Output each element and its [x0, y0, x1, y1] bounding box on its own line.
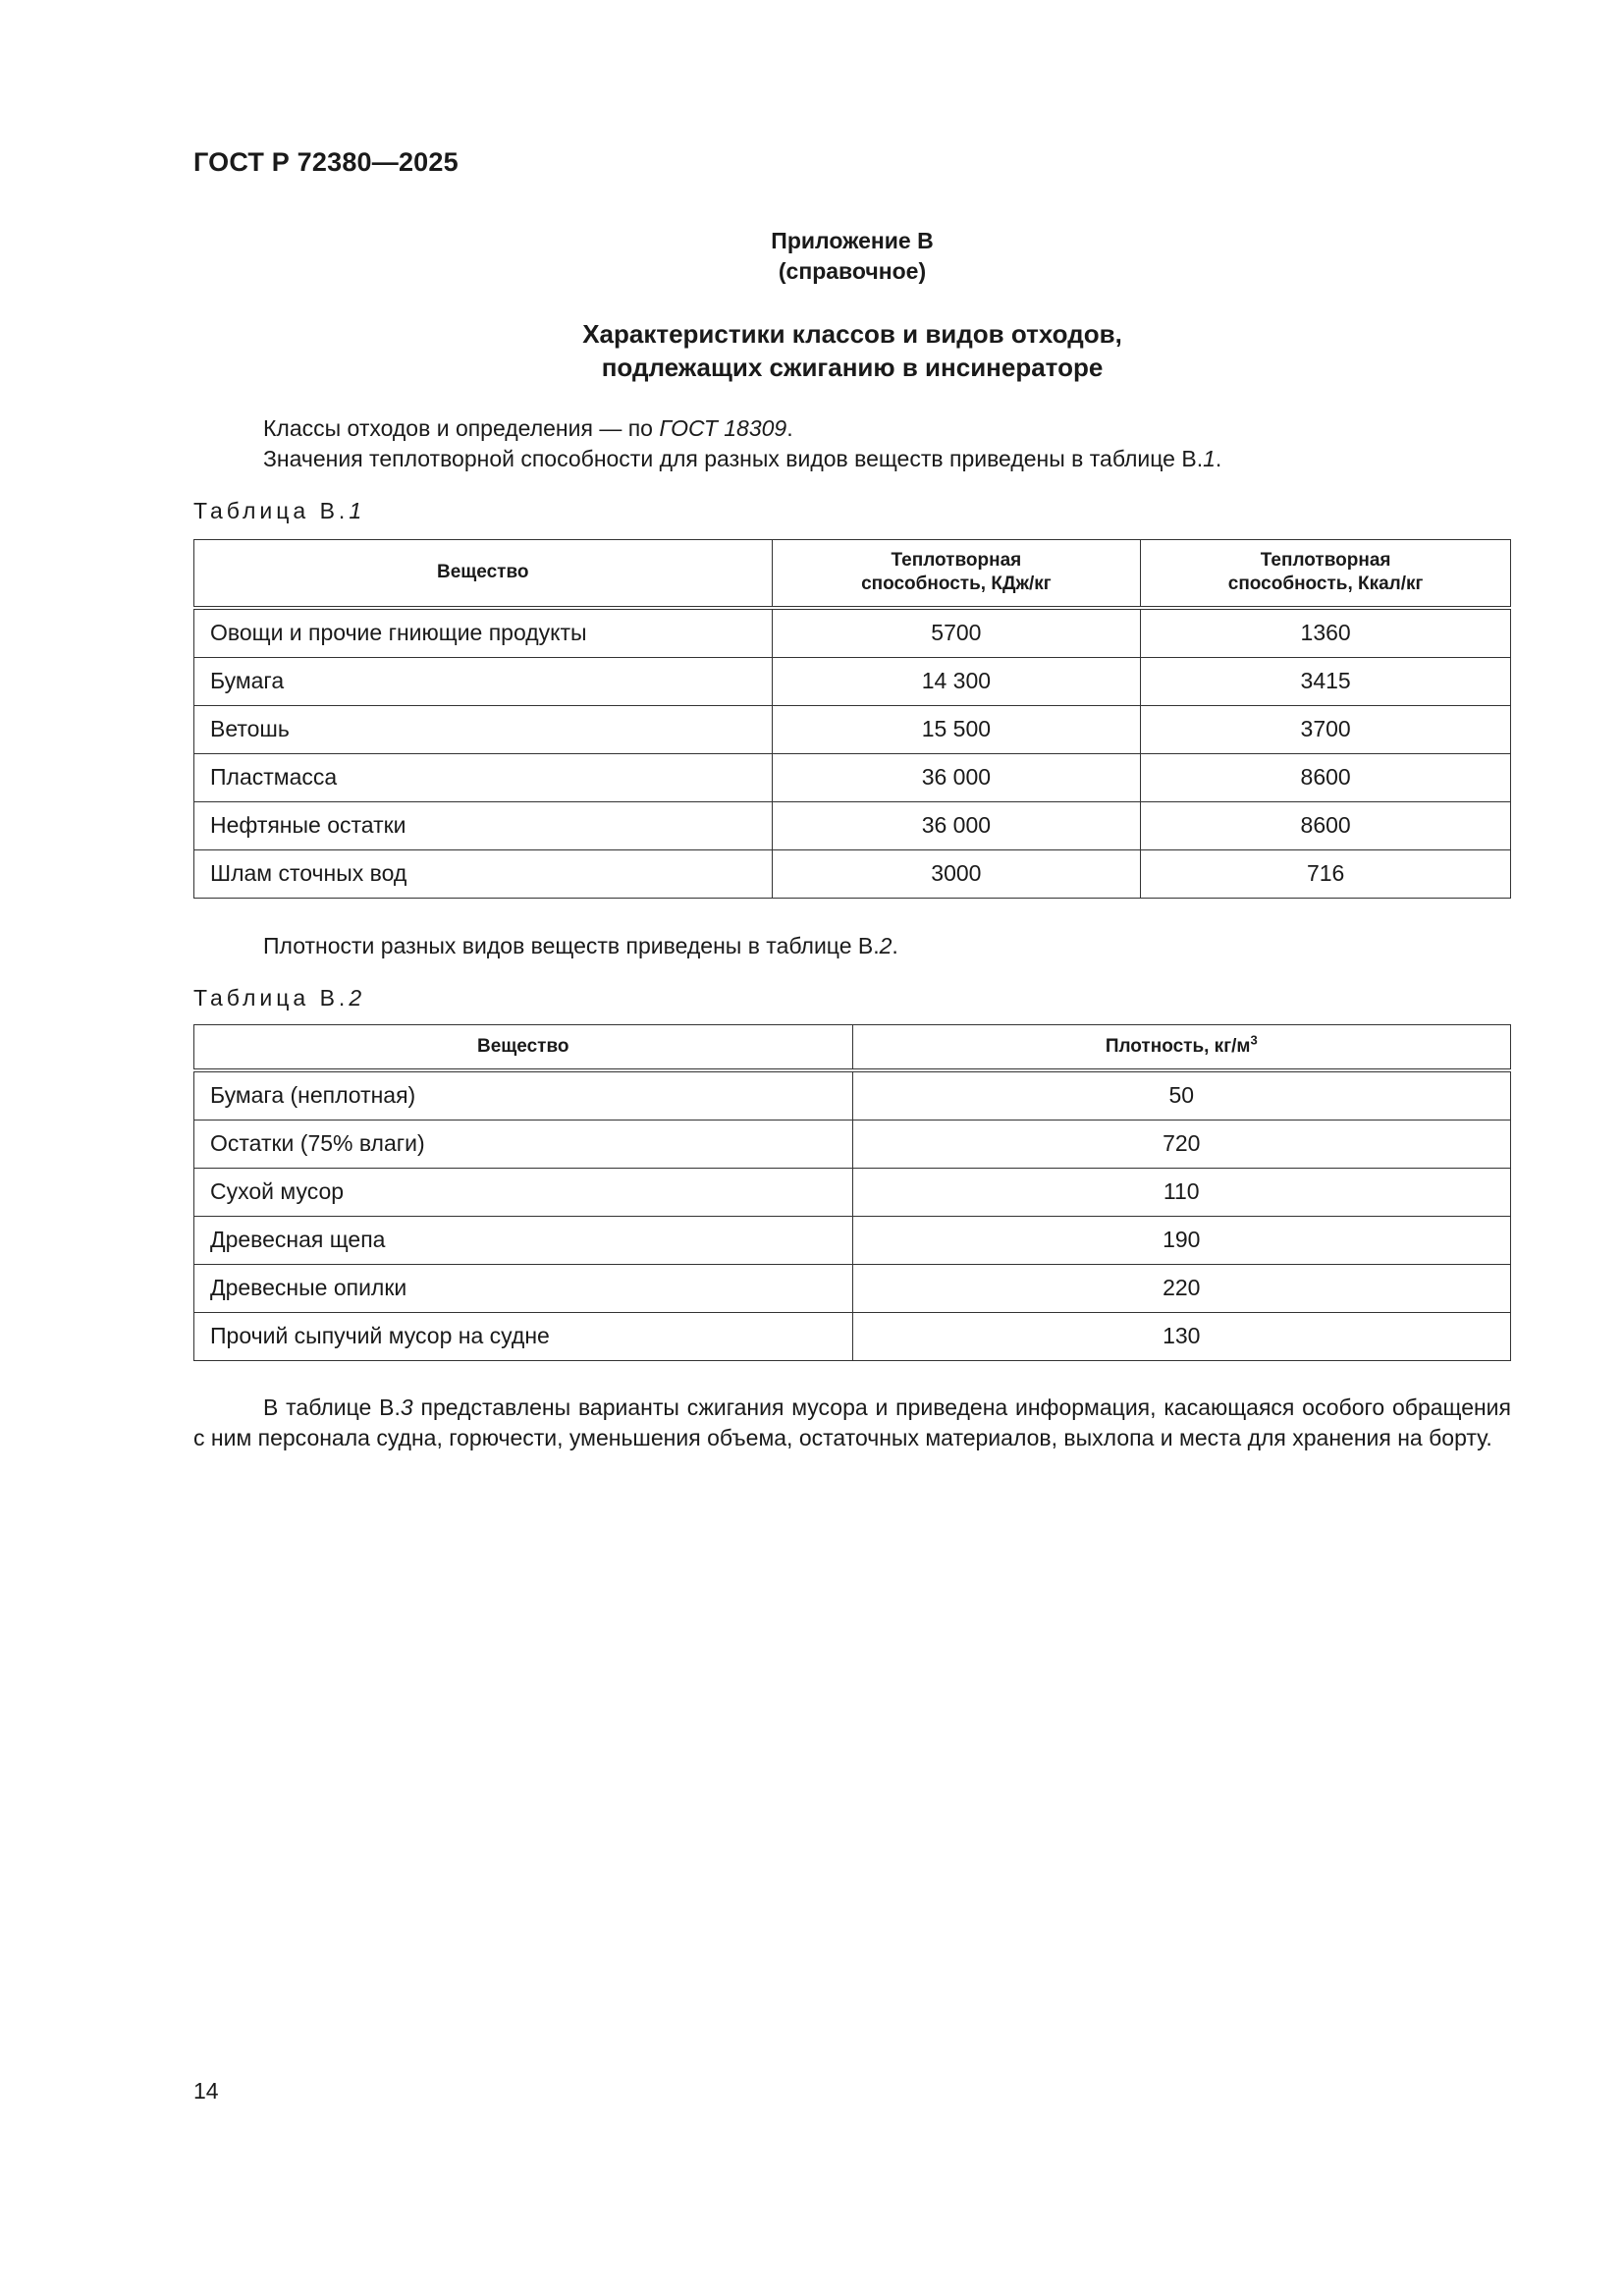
cell-density: 130	[852, 1312, 1510, 1360]
table-row	[194, 1168, 1511, 1216]
header-density: Плотность, $кг/м^3$	[852, 1025, 1510, 1070]
between-text: Плотности разных видов веществ приведены в таблице В.	[263, 933, 880, 958]
caption-word: Таблица В.	[193, 498, 350, 523]
table-row	[194, 608, 1511, 658]
standard-reference: ГОСТ 18309	[659, 415, 787, 441]
standard-code: ГОСТ Р 72380—2025	[193, 147, 459, 177]
cell-substance: Бумага	[194, 657, 773, 705]
section-title-line2: подлежащих сжиганию в инсинераторе	[601, 353, 1104, 382]
cell-substance: Ветошь	[194, 705, 773, 753]
table-reference: 1	[1203, 446, 1216, 471]
header-kj: Теплотворная способность, КДж/кг	[772, 540, 1141, 608]
table-row	[194, 801, 1511, 849]
table2-caption	[193, 985, 361, 1011]
closing-text: представлены варианты сжигания мусора и приведена информация, касающаяся особого обращения с ним персонала судна, горючести, уменьшения объема, остаточных материалов, выхлопа и места для хранения на борту.	[193, 1394, 1511, 1450]
cell-kj: 14 300	[772, 657, 1141, 705]
intro-paragraph-2	[263, 444, 1221, 474]
intro-end: .	[786, 415, 793, 441]
cell-substance: Древесная щепа	[194, 1216, 853, 1264]
cell-kj: 15 500	[772, 705, 1141, 753]
cell-kcal: 8600	[1141, 801, 1511, 849]
table-reference: 3	[400, 1394, 413, 1420]
table-row	[194, 849, 1511, 898]
cell-density: 220	[852, 1264, 1510, 1312]
table-row	[194, 753, 1511, 801]
table-row	[194, 1216, 1511, 1264]
intro-text: Значения теплотворной способности для разных видов веществ приведены в таблице В.	[263, 446, 1204, 471]
table1-body	[194, 608, 1511, 899]
table-row	[194, 705, 1511, 753]
header-substance: Вещество	[194, 1025, 853, 1070]
cell-kj: 3000	[772, 849, 1141, 898]
cell-substance: Нефтяные остатки	[194, 801, 773, 849]
page-number: 14	[193, 2078, 219, 2104]
cell-kcal: 3700	[1141, 705, 1511, 753]
table2-body	[194, 1070, 1511, 1361]
section-title-line1: Характеристики классов и видов отходов,	[582, 319, 1122, 349]
cell-substance: Бумага (неплотная)	[194, 1070, 853, 1121]
cell-kcal: 3415	[1141, 657, 1511, 705]
cell-kcal: 8600	[1141, 753, 1511, 801]
caption-word: Таблица В.	[193, 985, 350, 1011]
cell-substance: Овощи и прочие гниющие продукты	[194, 608, 773, 658]
cell-density: 50	[852, 1070, 1510, 1121]
table-row	[194, 1312, 1511, 1360]
caption-number: 2	[349, 985, 362, 1011]
table1-caption	[193, 498, 361, 524]
cell-substance: Сухой мусор	[194, 1168, 853, 1216]
cell-substance: Древесные опилки	[194, 1264, 853, 1312]
header-substance: Вещество	[194, 540, 773, 608]
cell-kj: 5700	[772, 608, 1141, 658]
intro-end: .	[1215, 446, 1222, 471]
cell-kcal: 716	[1141, 849, 1511, 898]
intro-text: Классы отходов и определения — по	[263, 415, 660, 441]
table-reference: 2	[879, 933, 893, 958]
heat-value-table	[193, 539, 1511, 899]
cell-density: 190	[852, 1216, 1510, 1264]
closing-paragraph	[193, 1393, 1511, 1453]
intro-paragraph-1	[263, 413, 793, 444]
cell-density: 110	[852, 1168, 1510, 1216]
cell-substance: Прочий сыпучий мусор на судне	[194, 1312, 853, 1360]
cell-kj: 36 000	[772, 801, 1141, 849]
between-end: .	[892, 933, 898, 958]
closing-text: В таблице В.	[263, 1394, 401, 1420]
cell-kj: 36 000	[772, 753, 1141, 801]
cell-substance: Остатки (75% влаги)	[194, 1120, 853, 1168]
appendix-kind: (справочное)	[778, 258, 927, 284]
between-paragraph	[263, 931, 898, 961]
cell-density: 720	[852, 1120, 1510, 1168]
density-table	[193, 1024, 1511, 1361]
cell-kcal: 1360	[1141, 608, 1511, 658]
table-row	[194, 657, 1511, 705]
table-row	[194, 1070, 1511, 1121]
cell-substance: Пластмасса	[194, 753, 773, 801]
cell-substance: Шлам сточных вод	[194, 849, 773, 898]
header-kcal: Теплотворная способность, Ккал/кг	[1141, 540, 1511, 608]
table-row	[194, 1120, 1511, 1168]
appendix-label: Приложение В	[771, 228, 934, 253]
table-row	[194, 1264, 1511, 1312]
caption-number: 1	[349, 498, 362, 523]
